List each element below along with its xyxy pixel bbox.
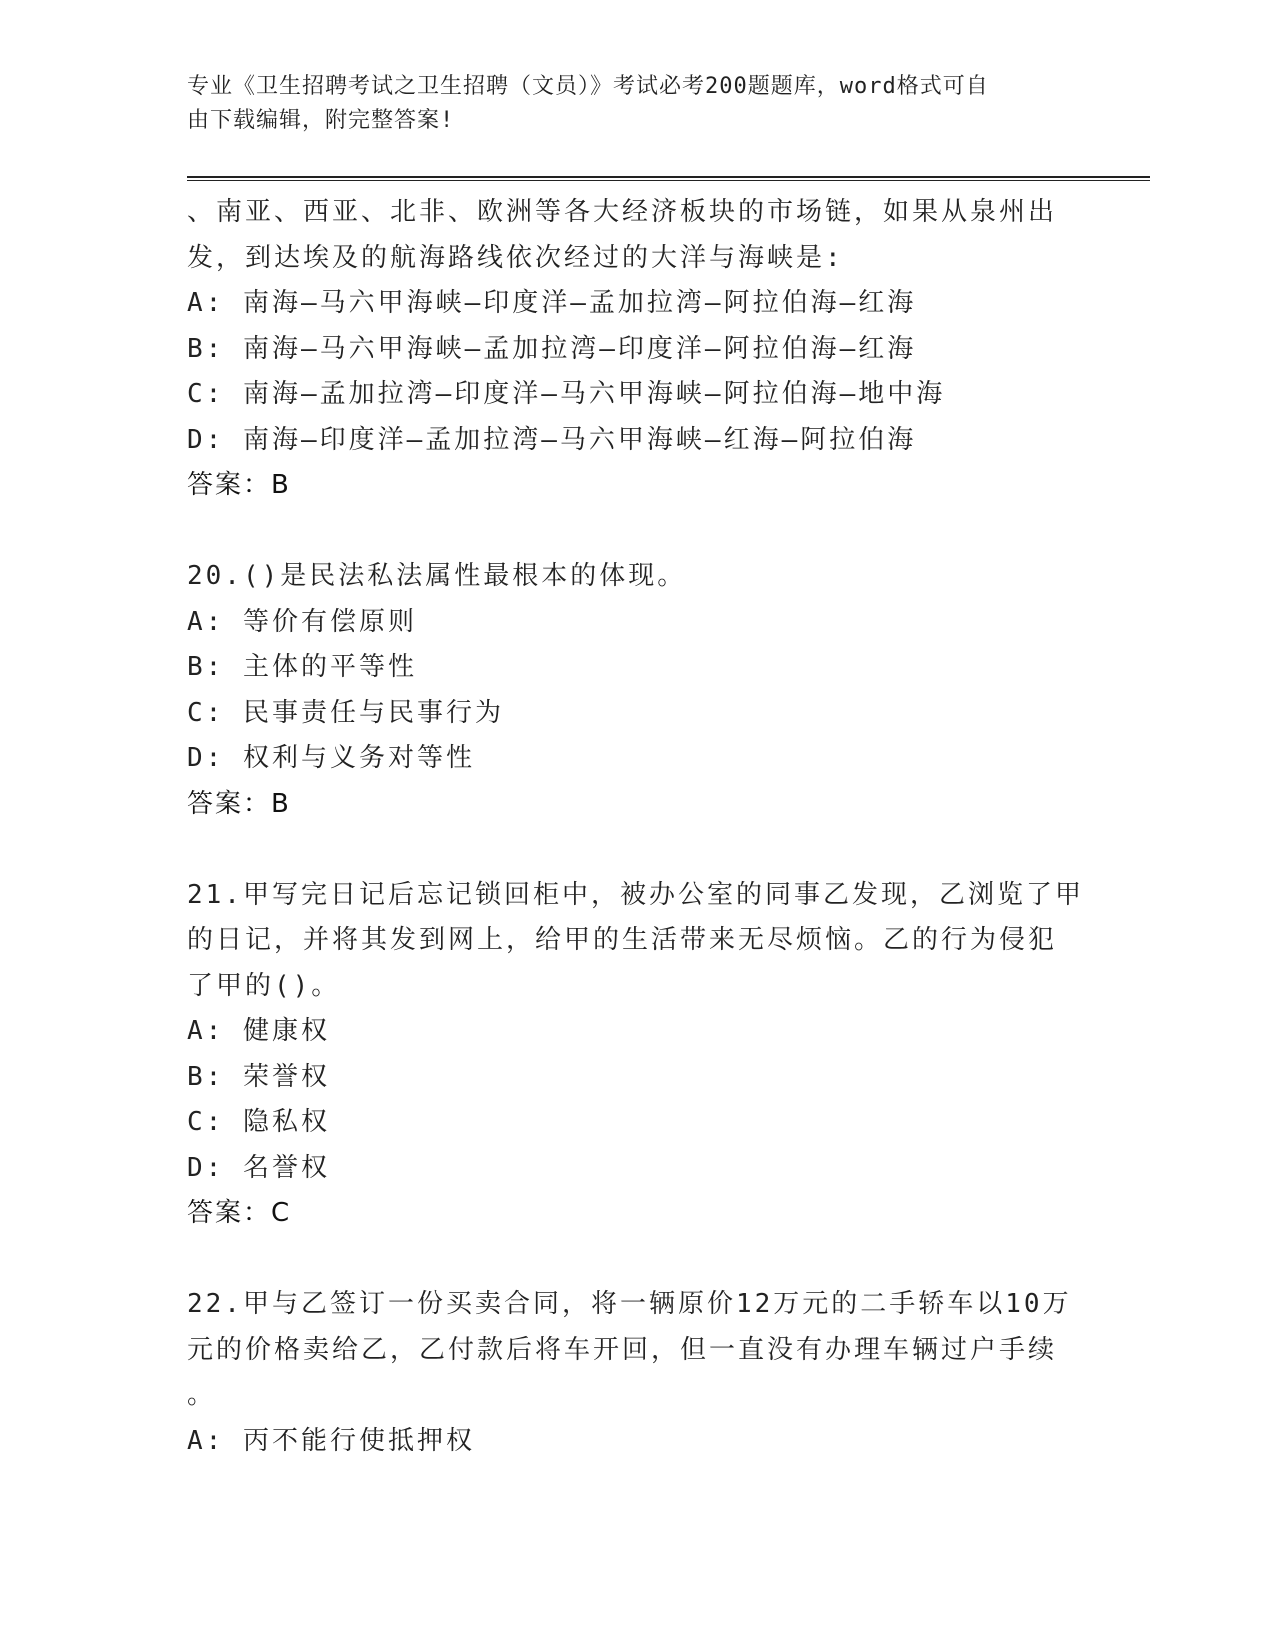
header-divider [187, 176, 1150, 181]
header-line: 专业《卫生招聘考试之卫生招聘（文员）》考试必考200题题库，word格式可自 [187, 74, 989, 99]
option-b: B: 主体的平等性 [187, 652, 417, 682]
question-stem: 的日记，并将其发到网上，给甲的生活带来无尽烦恼。乙的行为侵犯 [187, 925, 1058, 955]
question-stem: 。 [187, 1380, 217, 1410]
option-a: A: 健康权 [187, 1016, 330, 1046]
question-22 [187, 1282, 1087, 1464]
document-header [187, 70, 1067, 138]
question-21 [187, 873, 1087, 1237]
question-stem: 22.甲与乙签订一份买卖合同，将一辆原价12万元的二手轿车以10万 [187, 1289, 1072, 1319]
option-a: A: 南海—马六甲海峡—印度洋—孟加拉湾—阿拉伯海—红海 [187, 288, 917, 318]
question-stem: 了甲的()。 [187, 970, 341, 1001]
option-a: A: 丙不能行使抵押权 [187, 1425, 475, 1456]
question-stem: 21.甲写完日记后忘记锁回柜中，被办公室的同事乙发现，乙浏览了甲 [187, 879, 1084, 910]
option-c: C: 隐私权 [187, 1107, 330, 1137]
answer-label: 答案：C [187, 1198, 292, 1228]
option-c: C: 南海—孟加拉湾—印度洋—马六甲海峡—阿拉伯海—地中海 [187, 379, 946, 409]
question-stem: 元的价格卖给乙，乙付款后将车开回，但一直没有办理车辆过户手续 [187, 1334, 1058, 1365]
option-b: B: 荣誉权 [187, 1061, 330, 1092]
option-b: B: 南海—马六甲海峡—孟加拉湾—印度洋—阿拉伯海—红海 [187, 333, 917, 364]
answer-label: 答案：B [187, 788, 291, 819]
question-stem: 发，到达埃及的航海路线依次经过的大洋与海峡是: [187, 242, 844, 273]
question-stem: 、南亚、西亚、北非、欧洲等各大经济板块的市场链，如果从泉州出 [187, 197, 1058, 227]
answer-label: 答案：B [187, 470, 291, 500]
option-d: D: 南海—印度洋—孟加拉湾—马六甲海峡—红海—阿拉伯海 [187, 424, 917, 455]
header-line: 由下载编辑，附完整答案! [187, 108, 455, 133]
question-19 [187, 190, 1087, 509]
option-d: D: 权利与义务对等性 [187, 743, 475, 773]
option-c: C: 民事责任与民事行为 [187, 697, 504, 728]
question-list [187, 190, 1087, 1464]
spacer [187, 509, 1087, 555]
question-stem: 20.()是民法私法属性最根本的体现。 [187, 561, 687, 591]
option-a: A: 等价有偿原则 [187, 606, 417, 637]
spacer [187, 1237, 1087, 1283]
spacer [187, 827, 1087, 873]
question-20 [187, 554, 1087, 827]
option-d: D: 名誉权 [187, 1152, 330, 1183]
